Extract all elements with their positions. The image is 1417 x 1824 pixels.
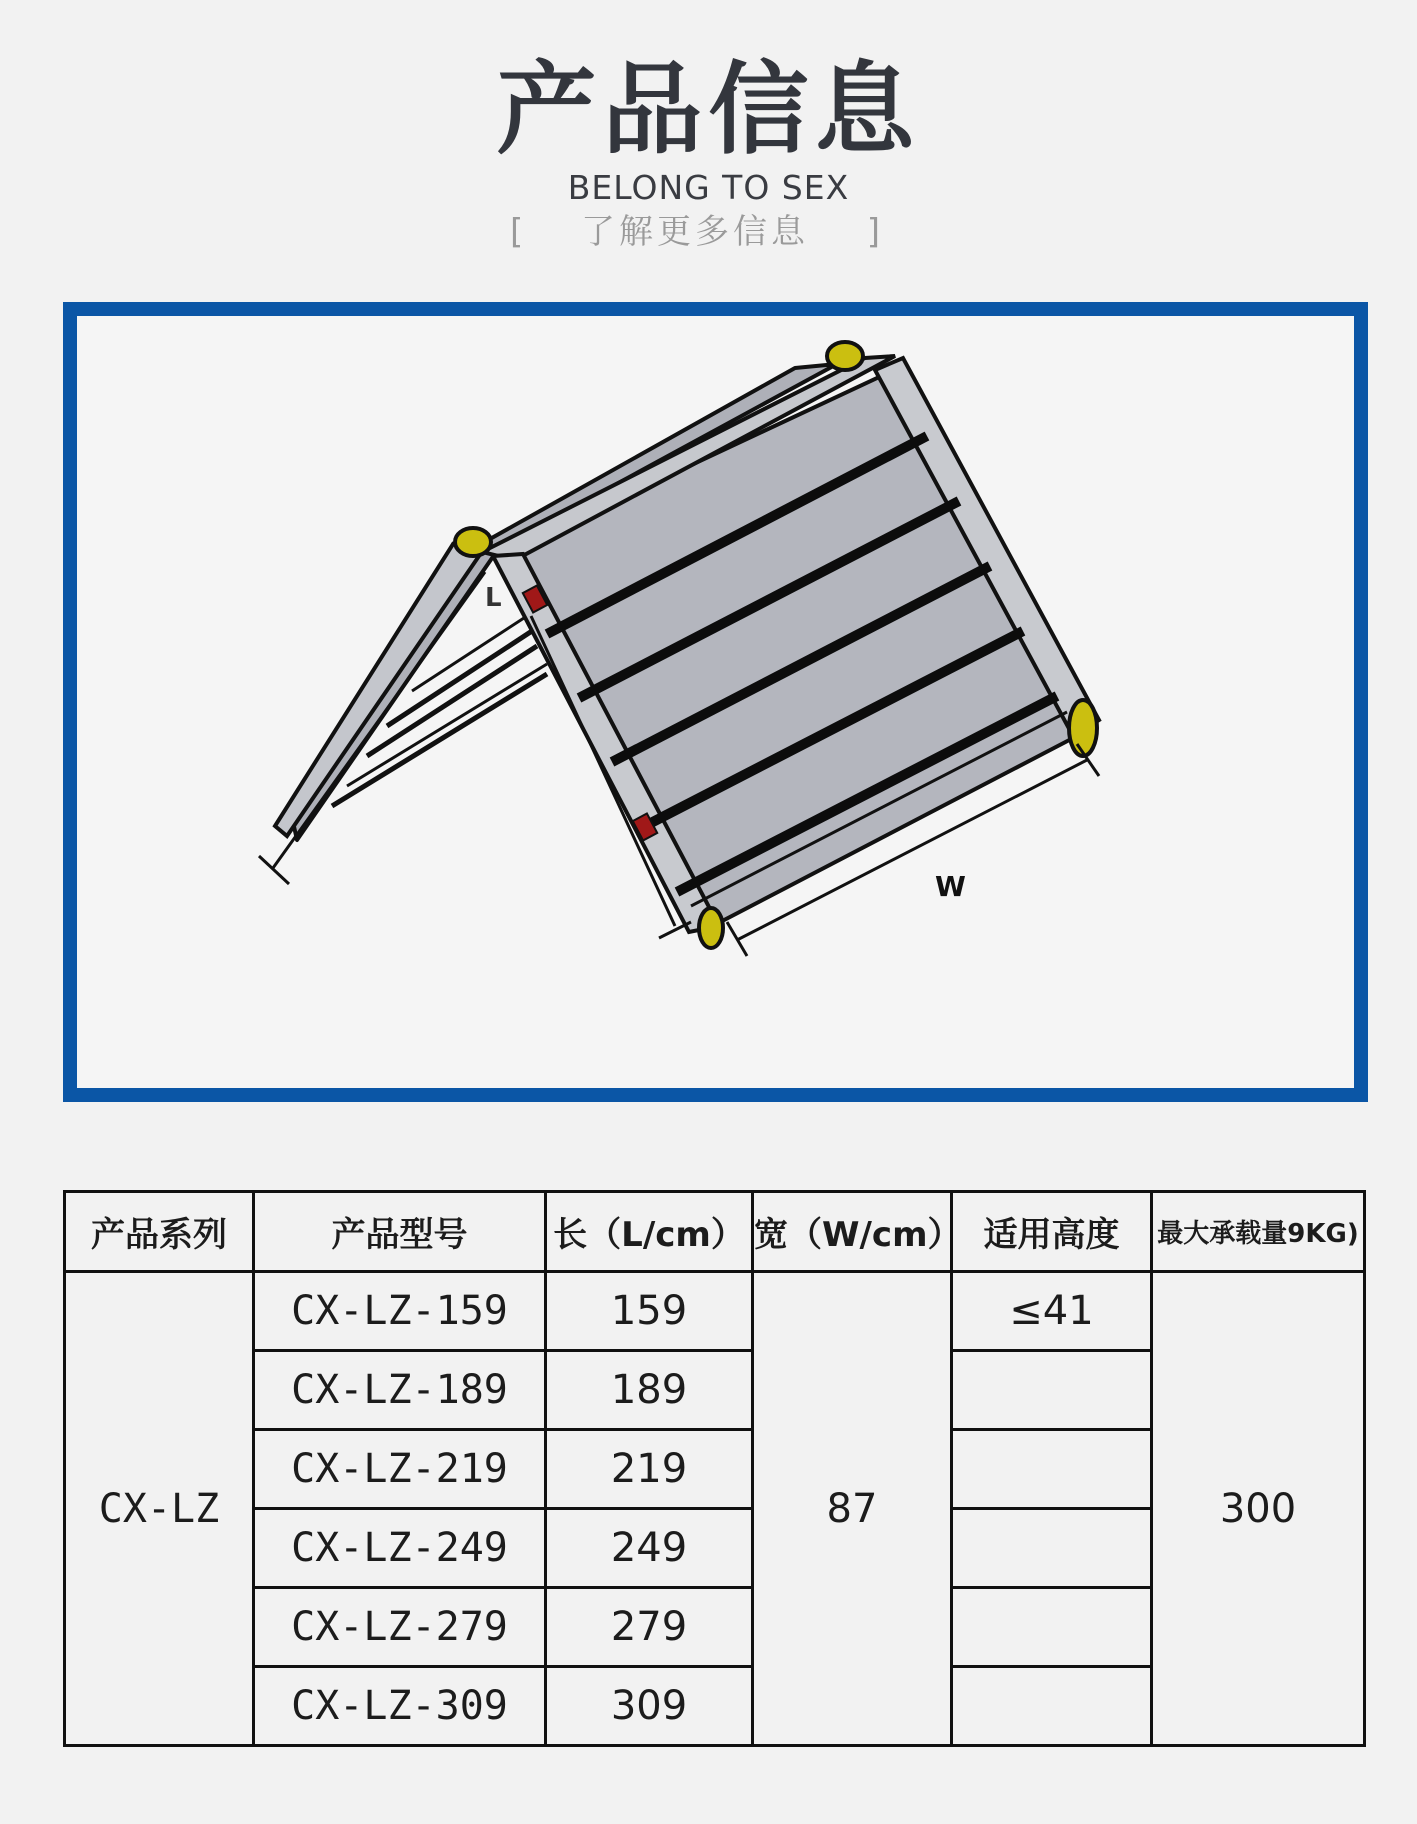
- model-cell: CX-LZ-219: [254, 1430, 546, 1509]
- height-cell-empty: [952, 1509, 1152, 1588]
- model-cell: CX-LZ-309: [254, 1667, 546, 1746]
- page-title: 产品信息: [496, 51, 921, 168]
- more-info-link[interactable]: [510, 210, 880, 254]
- length-cell: 249: [546, 1509, 753, 1588]
- page-subtitle: BELONG TO SEX: [567, 168, 850, 207]
- product-figure-frame: [63, 302, 1368, 1102]
- width-label: W: [935, 870, 966, 903]
- header-model: 产品型号: [254, 1192, 546, 1272]
- height-cell-empty: [952, 1667, 1152, 1746]
- height-cell: ≤41: [952, 1272, 1152, 1351]
- header-max-load: 最大承载量9KG): [1152, 1192, 1365, 1272]
- table-row: [65, 1272, 1365, 1351]
- hinge-cap: [1069, 700, 1097, 756]
- header-width: 宽（W/cm）: [753, 1192, 952, 1272]
- hinge-cap: [455, 528, 491, 556]
- model-cell: CX-LZ-189: [254, 1351, 546, 1430]
- length-cell: 309: [546, 1667, 753, 1746]
- length-dimension-tick: [259, 856, 289, 884]
- model-cell: CX-LZ-279: [254, 1588, 546, 1667]
- left-bracket: [: [510, 212, 524, 252]
- hinge-cap: [827, 342, 863, 370]
- header-series: 产品系列: [65, 1192, 254, 1272]
- length-cell: 159: [546, 1272, 753, 1351]
- height-cell-empty: [952, 1351, 1152, 1430]
- model-cell: CX-LZ-249: [254, 1509, 546, 1588]
- ramp-diagram: [77, 316, 1354, 1088]
- height-cell-empty: [952, 1430, 1152, 1509]
- header-length: 长（L/cm）: [546, 1192, 753, 1272]
- header-height: 适用高度: [952, 1192, 1152, 1272]
- spec-table: [63, 1190, 1366, 1747]
- length-cell: 279: [546, 1588, 753, 1667]
- max-load-cell: 300: [1152, 1272, 1365, 1746]
- table-header-row: [65, 1192, 1365, 1272]
- length-cell: 189: [546, 1351, 753, 1430]
- width-dimension-tick: [727, 922, 747, 956]
- right-bracket: ]: [866, 212, 880, 252]
- model-cell: CX-LZ-159: [254, 1272, 546, 1351]
- series-cell: CX-LZ: [65, 1272, 254, 1746]
- width-cell: 87: [753, 1272, 952, 1746]
- hinge-cap: [699, 908, 723, 948]
- back-ramp-rail: [275, 544, 479, 836]
- length-cell: 219: [546, 1430, 753, 1509]
- more-info-text: 了解更多信息: [581, 212, 809, 252]
- height-cell-empty: [952, 1588, 1152, 1667]
- length-label: L: [485, 583, 502, 613]
